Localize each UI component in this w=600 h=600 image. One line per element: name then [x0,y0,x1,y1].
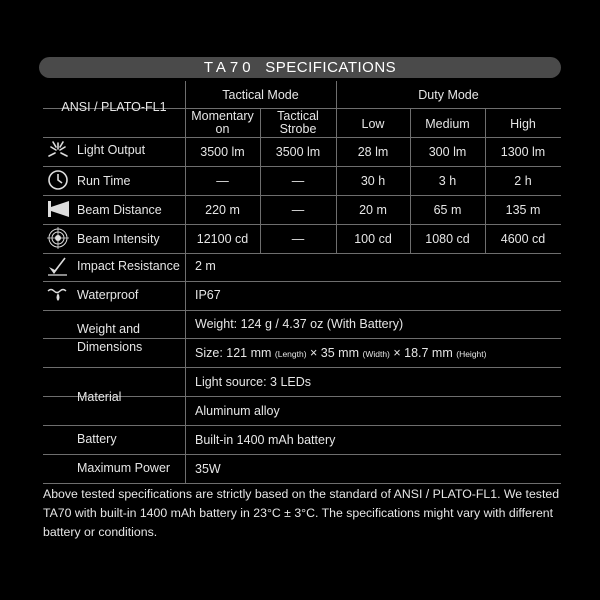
row-label-weight-dimensions: Weight and Dimensions [77,322,143,354]
light-output-icon [45,138,71,162]
divider [43,281,561,282]
divider [43,137,561,138]
maximum-power-value: 35W [195,462,221,476]
beam-intensity-icon [45,226,71,250]
row-label-run-time: Run Time [77,174,131,188]
beam-intensity-strobe: — [291,232,305,246]
size-height-label: (Height) [456,349,487,359]
column-divider [185,81,186,483]
spec-footnote: Above tested specifications are strictly based on the standard of ANSI / PLATO-FL1. We tested TA70 with built-in 1400 mAh battery in 23°C ± 3°C. The specifications might vary with different battery or conditions. [43,487,560,539]
row-label-material: Material [77,390,122,404]
row-label-maximum-power: Maximum Power [77,461,171,475]
beam-intensity-high: 4600 cd [500,232,546,246]
beam-distance-momentary: 220 m [205,203,240,217]
standard-label: ANSI / PLATO-FL1 [61,100,167,114]
run-time-momentary: — [216,174,229,188]
light-output-high: 1300 lm [500,145,546,159]
beam-distance-low: 20 m [359,203,387,217]
divider [43,483,561,484]
divider [43,253,561,254]
run-time-low: 30 h [360,174,386,188]
row-label-battery: Battery [77,432,117,446]
divider [43,195,561,196]
size-prefix: Size: 121 mm [195,346,275,360]
run-time-strobe: — [291,174,305,188]
run-time-medium: 3 h [438,174,457,188]
mode-low: Low [361,117,385,131]
spec-title-bar [39,57,561,78]
light-output-medium: 300 lm [428,145,467,159]
waterproof-value: IP67 [195,288,221,302]
mode-high: High [510,117,536,131]
material-light-source: Light source: 3 LEDs [195,375,312,389]
waterproof-icon [45,283,71,307]
column-divider [336,81,337,253]
clock-icon [45,168,71,192]
divider [43,367,561,368]
size-mid1: × 35 mm [306,346,363,360]
beam-intensity-momentary: 12100 cd [196,232,249,246]
light-output-low: 28 lm [357,145,389,159]
beam-distance-strobe: — [291,203,305,217]
run-time-high: 2 h [514,174,532,188]
row-label-beam-intensity: Beam Intensity [77,232,160,246]
divider [43,425,561,426]
divider [43,310,561,311]
beam-intensity-medium: 1080 cd [425,232,470,246]
row-label-impact-resistance: Impact Resistance [77,259,180,273]
battery-value: Built-in 1400 mAh battery [195,433,336,447]
beam-intensity-low: 100 cd [354,232,392,246]
impact-resistance-icon [45,254,71,278]
weight-value: Weight: 124 g / 4.37 oz (With Battery) [195,317,404,331]
row-label-waterproof: Waterproof [77,288,139,302]
beam-distance-icon [45,197,71,221]
divider [43,224,561,225]
title-text: SPECIFICATIONS [265,59,397,76]
size-width-label: (Width) [362,349,390,359]
group-tactical-mode: Tactical Mode [222,88,299,102]
row-label-light-output: Light Output [77,143,146,157]
divider [43,166,561,167]
row-label-beam-distance: Beam Distance [77,203,162,217]
light-output-momentary: 3500 lm [200,145,245,159]
beam-distance-high: 135 m [505,203,541,217]
mode-medium: Medium [425,117,470,131]
size-length-label: (Length) [274,349,307,359]
light-output-strobe: 3500 lm [275,145,321,159]
mode-momentary-on: Momentary on [191,109,254,136]
beam-distance-medium: 65 m [433,203,462,217]
mode-tactical-strobe: Tactical Strobe [277,109,319,136]
divider [43,454,561,455]
size-mid2: × 18.7 mm [389,346,457,360]
title-model: TA70 [203,59,255,76]
size-value [195,346,486,360]
material-alloy: Aluminum alloy [195,404,280,418]
group-duty-mode: Duty Mode [418,88,479,102]
impact-resistance-value: 2 m [195,259,216,273]
